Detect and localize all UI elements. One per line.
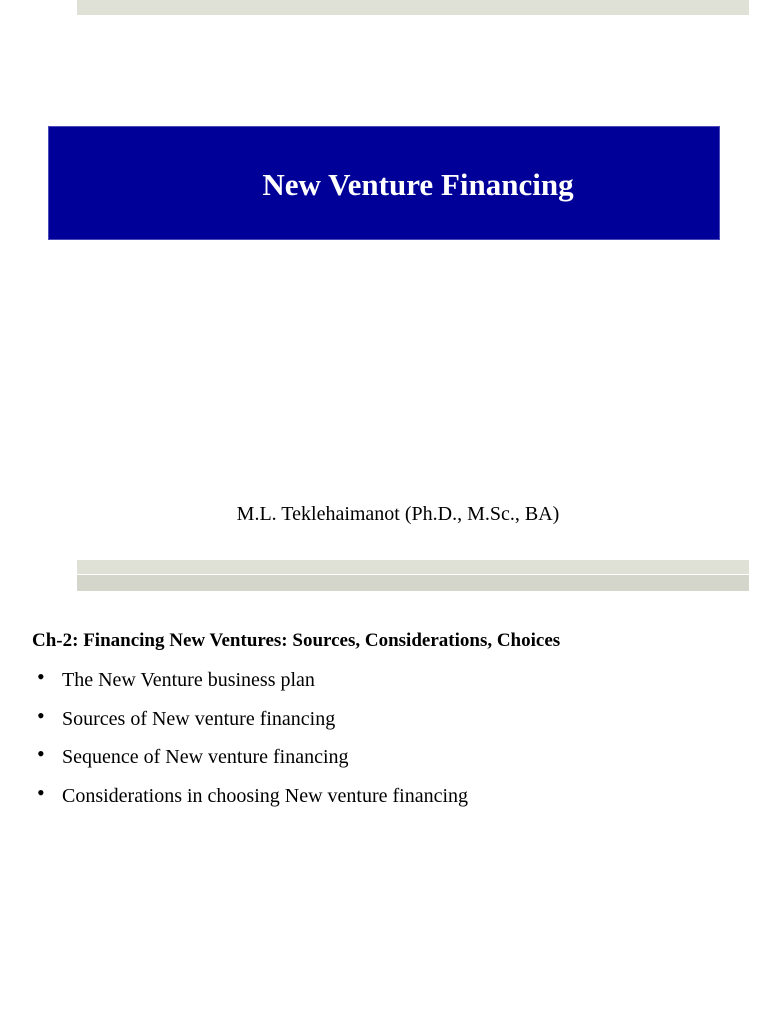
slide-title: New Venture Financing (262, 167, 574, 202)
bullet-icon: • (37, 779, 45, 805)
bullet-icon: • (37, 741, 45, 766)
chapter-heading: Ch-2: Financing New Ventures: Sources, Considerations, Choices (32, 630, 561, 651)
list-item-text: Considerations in choosing New venture financing (62, 784, 469, 807)
title-banner (48, 126, 720, 240)
author-credit: M.L. Teklehaimanot (Ph.D., M.Sc., BA) (236, 503, 560, 525)
list-item-text: Sources of New venture financing (62, 707, 336, 730)
divider-lower-band (77, 575, 749, 591)
slide-divider-band (77, 560, 749, 591)
list-item-text: Sequence of New venture financing (62, 746, 349, 768)
bullet-icon: • (37, 664, 45, 689)
top-decorative-band (77, 0, 749, 15)
list-item-text: The New Venture business plan (62, 669, 315, 691)
bullet-icon: • (37, 702, 45, 728)
